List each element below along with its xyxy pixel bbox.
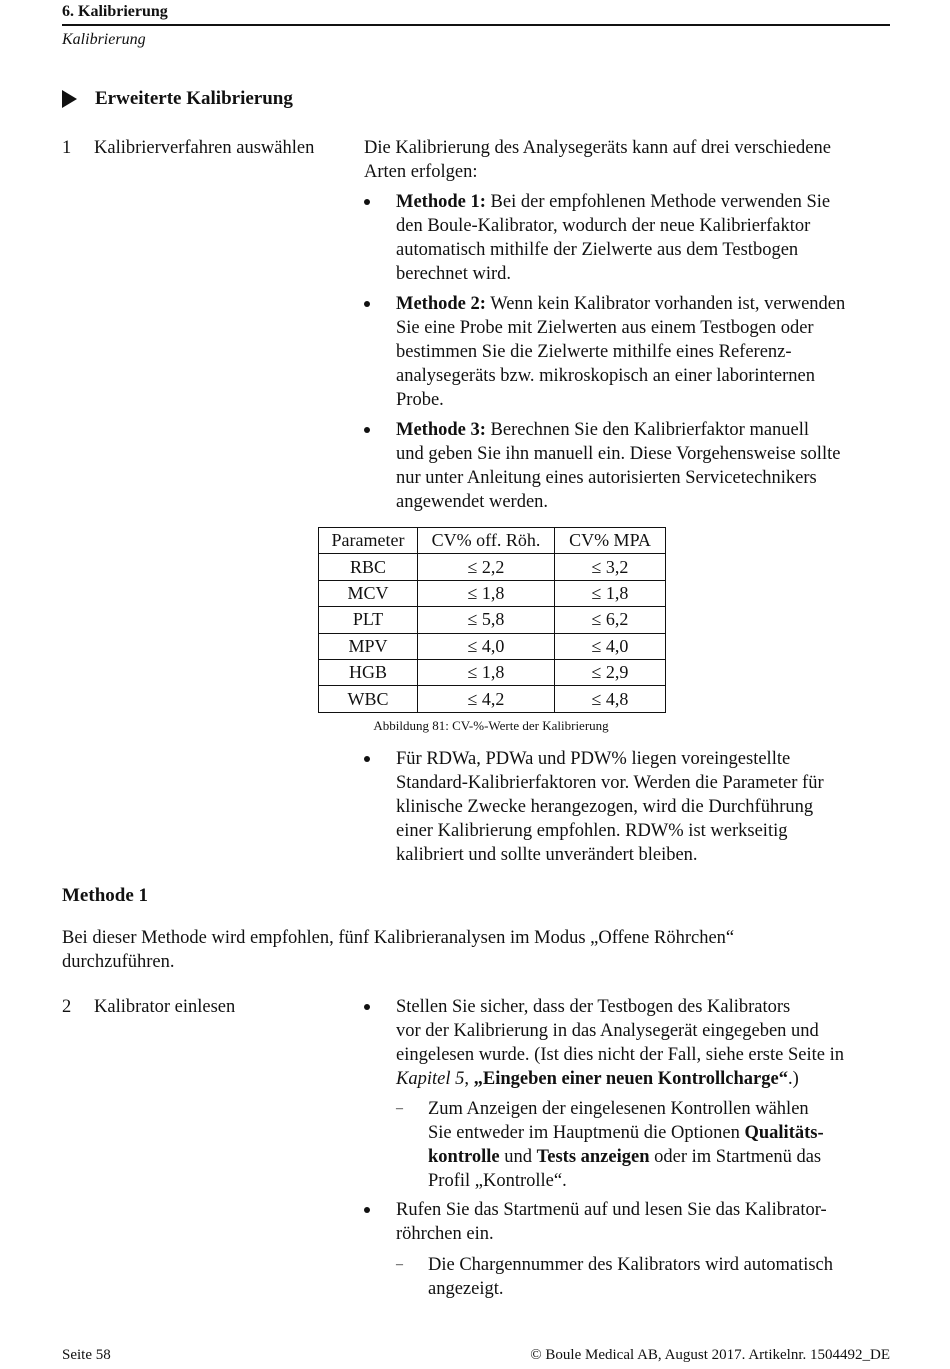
bullet-line: bestimmen Sie die Zielwerte mithilfe eines Referenz- <box>396 342 792 362</box>
text-fragment: .) <box>787 1069 799 1089</box>
table-cell: ≤ 5,8 <box>418 607 555 633</box>
text-fragment: Sie entweder im Hauptmenü die Optionen <box>428 1123 745 1143</box>
dash-line: angezeigt. <box>428 1279 504 1299</box>
bullet-line: nur unter Anleitung eines autorisierten Servicetechnikers <box>396 468 817 488</box>
text-fragment: oder im Startmenü das <box>649 1147 822 1167</box>
dash-item-chargennummer <box>396 1253 892 1301</box>
copyright: © Boule Medical AB, August 2017. Artikelnr. 1504492_DE <box>530 1347 890 1363</box>
bullet-startmenue <box>364 1198 892 1246</box>
step-2-label: Kalibrator einlesen <box>94 997 236 1017</box>
bullet-line: vor der Kalibrierung in das Analysegerät eingegeben und <box>396 1021 819 1041</box>
bullet-testbogen <box>364 995 892 1091</box>
bullet-icon <box>364 427 370 433</box>
bullet-line: Stellen Sie sicher, dass der Testbogen des Kalibrators <box>396 997 791 1017</box>
table-cell: ≤ 2,9 <box>555 659 666 685</box>
table-cell: ≤ 1,8 <box>418 659 555 685</box>
bullet-icon <box>364 199 370 205</box>
table-cell: ≤ 6,2 <box>555 607 666 633</box>
section-heading <box>62 88 293 110</box>
bullet-line: Berechnen Sie den Kalibrierfaktor manuell <box>485 420 810 440</box>
page-number: Seite 58 <box>62 1347 111 1363</box>
table-row <box>319 686 666 712</box>
dash-icon: – <box>396 1101 403 1116</box>
table-row <box>319 607 666 633</box>
step-2-number: 2 <box>62 997 72 1017</box>
bullet-bold: Methode 1: <box>396 192 486 212</box>
table-cell: MCV <box>319 580 418 606</box>
step-1-label: Kalibrierverfahren auswählen <box>94 138 315 158</box>
bullet-line: Probe. <box>396 390 444 410</box>
table-cell: ≤ 4,2 <box>418 686 555 712</box>
step-1-number: 1 <box>62 138 72 158</box>
bullet-icon <box>364 301 370 307</box>
table-cell: RBC <box>319 554 418 580</box>
table-row <box>319 633 666 659</box>
table-cell: MPV <box>319 633 418 659</box>
table-cell: WBC <box>319 686 418 712</box>
bullet-line: den Boule-Kalibrator, wodurch der neue Kalibrierfaktor <box>396 216 811 236</box>
table-header: CV% off. Röh. <box>418 528 555 554</box>
table-cell: ≤ 1,8 <box>555 580 666 606</box>
methode-1-heading: Methode 1 <box>62 885 149 906</box>
text-fragment: , <box>464 1069 474 1089</box>
dash-icon: – <box>396 1257 403 1272</box>
cv-table <box>318 527 666 713</box>
table-cell: ≤ 4,0 <box>555 633 666 659</box>
dash-line <box>428 1145 892 1169</box>
bullet-line: einer Kalibrierung empfohlen. RDW% ist werkseitig <box>396 821 788 841</box>
table-caption: Abbildung 81: CV-%-Werte der Kalibrierung <box>373 718 609 733</box>
table-cell: PLT <box>319 607 418 633</box>
bullet-line: röhrchen ein. <box>396 1224 494 1244</box>
table-cell: ≤ 1,8 <box>418 580 555 606</box>
bullet-line: Standard-Kalibrierfaktoren vor. Werden die Parameter für <box>396 773 824 793</box>
menu-reference: Tests anzeigen <box>536 1147 650 1167</box>
section-heading-text: Erweiterte Kalibrierung <box>95 88 293 109</box>
bullet-line: berechnet wird. <box>396 264 512 284</box>
bullet-line: klinische Zwecke herangezogen, wird die Durchführung <box>396 797 814 817</box>
table-header-row <box>319 528 666 554</box>
bullet-note-rdw <box>364 747 892 867</box>
bullet-icon <box>364 1004 370 1010</box>
bullet-line: automatisch mithilfe der Zielwerte aus dem Testbogen <box>396 240 799 260</box>
triangle-right-icon <box>62 90 77 108</box>
table-header: CV% MPA <box>555 528 666 554</box>
bullet-icon <box>364 1207 370 1213</box>
menu-reference: Qualitäts- <box>744 1123 824 1143</box>
bullet-icon <box>364 756 370 762</box>
bullet-line: und geben Sie ihn manuell ein. Diese Vorgehensweise sollte <box>396 444 841 464</box>
dash-line <box>428 1121 892 1145</box>
bullet-line <box>396 1067 892 1091</box>
bullet-methode-1 <box>364 190 892 286</box>
table-cell: HGB <box>319 659 418 685</box>
dash-line: Die Chargennummer des Kalibrators wird automatisch <box>428 1255 834 1275</box>
intro-line: Die Kalibrierung des Analysegeräts kann auf drei verschiedene <box>364 138 831 158</box>
header-divider <box>62 24 890 26</box>
dash-line: Zum Anzeigen der eingelesenen Kontrollen wählen <box>428 1099 809 1119</box>
bullet-bold: Methode 2: <box>396 294 486 314</box>
table-row <box>319 554 666 580</box>
table-cell: ≤ 4,0 <box>418 633 555 659</box>
bullet-line: Rufen Sie das Startmenü auf und lesen Sie das Kalibrator- <box>396 1200 827 1220</box>
section-reference: „Eingeben einer neuen Kontrollcharge“ <box>473 1069 788 1089</box>
bullet-methode-2 <box>364 292 892 412</box>
bullet-line: eingelesen wurde. (Ist dies nicht der Fall, siehe erste Seite in <box>396 1045 844 1065</box>
bullet-bold: Methode 3: <box>396 420 486 440</box>
bullet-line: Wenn kein Kalibrator vorhanden ist, verwenden <box>485 294 846 314</box>
table-row <box>319 580 666 606</box>
bullet-line: angewendet werden. <box>396 492 549 512</box>
bullet-line: Für RDWa, PDWa und PDW% liegen voreingestellte <box>396 749 791 769</box>
bullet-line: Sie eine Probe mit Zielwerten aus einem Testbogen oder <box>396 318 814 338</box>
table-cell: ≤ 2,2 <box>418 554 555 580</box>
text-fragment: und <box>499 1147 537 1167</box>
paragraph-line: durchzuführen. <box>62 952 175 972</box>
table-cell: ≤ 4,8 <box>555 686 666 712</box>
table-row <box>319 659 666 685</box>
step-1-intro <box>364 136 892 184</box>
bullet-line: kalibriert und sollte unverändert bleiben. <box>396 845 698 865</box>
dash-line: Profil „Kontrolle“. <box>428 1171 567 1191</box>
menu-reference: kontrolle <box>428 1147 500 1167</box>
methode-1-text <box>62 926 892 974</box>
dash-item-kontrollen <box>396 1097 892 1193</box>
chapter-reference: Kapitel 5 <box>396 1069 465 1089</box>
intro-line: Arten erfolgen: <box>364 162 478 182</box>
paragraph-line: Bei dieser Methode wird empfohlen, fünf Kalibrieranalysen im Modus „Offene Röhrchen“ <box>62 928 735 948</box>
chapter-title: 6. Kalibrierung <box>62 3 168 20</box>
bullet-methode-3 <box>364 418 892 514</box>
table-header: Parameter <box>319 528 418 554</box>
section-subtitle: Kalibrierung <box>62 31 146 48</box>
table-cell: ≤ 3,2 <box>555 554 666 580</box>
bullet-line: analysegeräts bzw. mikroskopisch an einer laborinternen <box>396 366 816 386</box>
bullet-line: Bei der empfohlenen Methode verwenden Sie <box>485 192 831 212</box>
